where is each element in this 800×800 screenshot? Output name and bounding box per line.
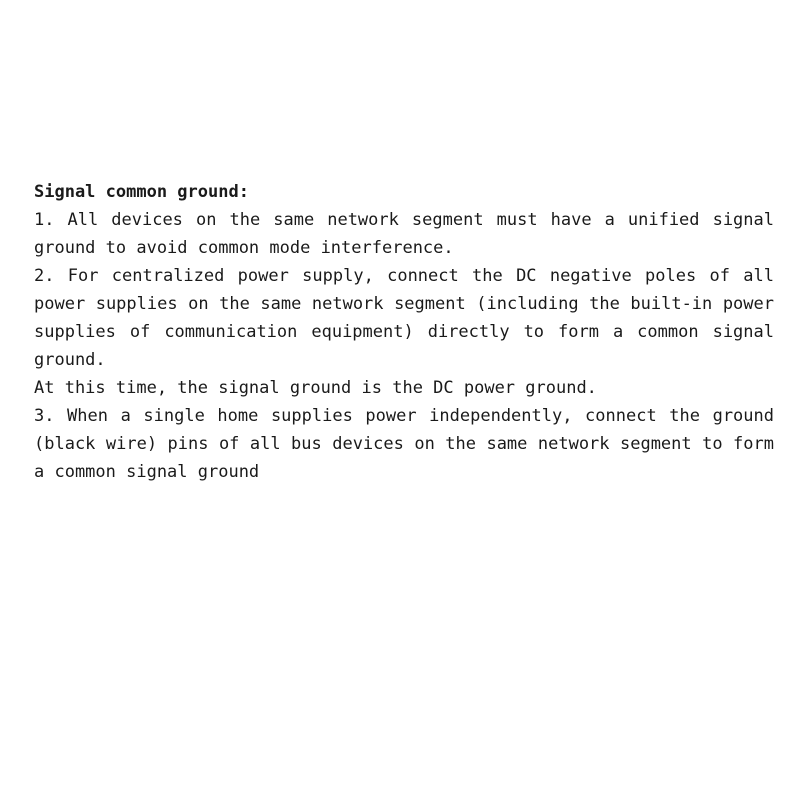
paragraph-unified-ground: 1. All devices on the same network segment must have a unified signal ground to avoid common mode interference. [34,210,774,258]
paragraph-centralized-supply: 2. For centralized power supply, connect the DC negative poles of all power supplies on the same network segment (including the built-in power supplies of communication equipment) directly to form a common signal ground. [34,266,774,370]
document-body [34,178,774,486]
paragraph-signal-ground-note: At this time, the signal ground is the DC power ground. [34,378,597,398]
section-heading: Signal common ground: [34,182,249,202]
paragraph-independent-supply: 3. When a single home supplies power independently, connect the ground (black wire) pins of all bus devices on the same network segment to form a common signal ground [34,406,774,482]
